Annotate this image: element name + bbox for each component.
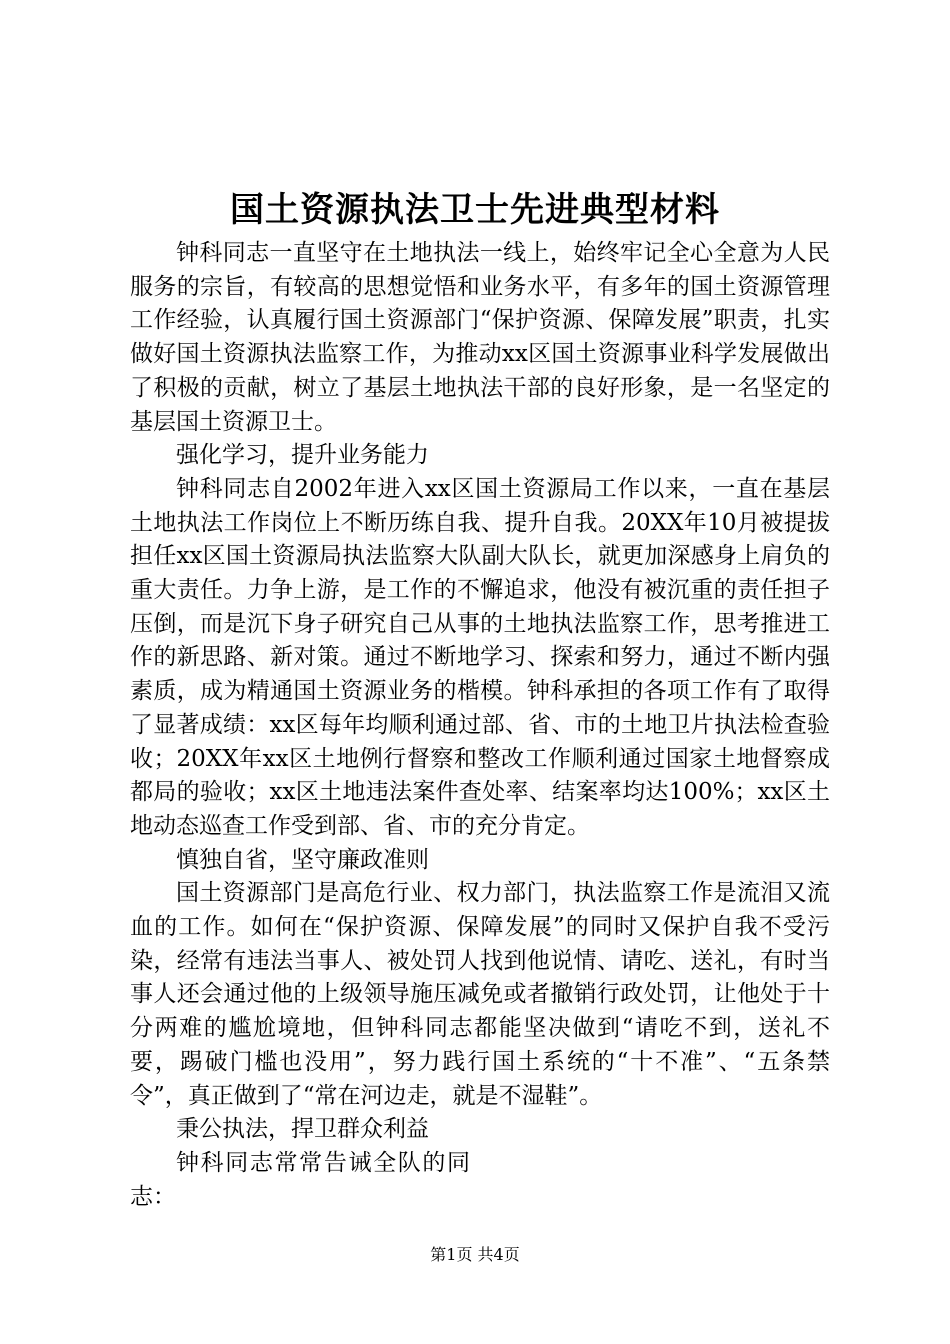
paragraph-justice: 钟科同志常常告诫全队的同志：	[130, 1149, 470, 1210]
page-number-footer: 第1页 共4页	[430, 1245, 520, 1264]
section-heading-integrity: 慎独自省，坚守廉政准则	[176, 846, 429, 873]
paragraph-integrity: 国土资源部门是高危行业、权力部门，执法监察工作是流泪又流血的工作。如何在“保护资源、保障发展”的同时又保护自我不受污染，经常有违法当事人、被处罚人找到他说情、请吃、送礼，有时当事人还会通过他的上级领导施压减免或者撤销行政处罚，让他处于十分两难的尴尬境地，但钟科同志都能坚决做到“请吃不到，送礼不要，踢破门槛也没用”，努力践行国土系统的“十不准”、“五条禁令”，真正做到了“常在河边走，就是不湿鞋”。	[130, 880, 830, 1109]
document-body	[130, 237, 830, 1214]
section-heading-justice: 秉公执法，捍卫群众利益	[176, 1116, 429, 1143]
paragraph-intro: 钟科同志一直坚守在土地执法一线上，始终牢记全心全意为人民服务的宗旨，有较高的思想觉悟和业务水平，有多年的国土资源管理工作经验，认真履行国土资源部门“保护资源、保障发展”职责，扎实做好国土资源执法监察工作，为推动xx区国土资源事业科学发展做出了积极的贡献，树立了基层土地执法干部的良好形象，是一名坚定的基层国土资源卫士。	[130, 240, 830, 435]
document-title: 国土资源执法卫士先进典型材料	[230, 190, 720, 230]
section-heading-study: 强化学习，提升业务能力	[176, 442, 429, 469]
paragraph-study: 钟科同志自2002年进入xx区国土资源局工作以来，一直在基层土地执法工作岗位上不断历练自我、提升自我。20XX年10月被提拔担任xx区国土资源局执法监察大队副大队长，就更加深感身上肩负的重大责任。力争上游，是工作的不懈追求，他没有被沉重的责任担子压倒，而是沉下身子研究自己从事的土地执法监察工作，思考推进工作的新思路、新对策。通过不断地学习、探索和努力，通过不断内强素质，成为精通国土资源业务的楷模。钟科承担的各项工作有了取得了显著成绩：xx区每年均顺利通过部、省、市的土地卫片执法检查验收；20XX年xx区土地例行督察和整改工作顺利通过国家土地督察成都局的验收；xx区土地违法案件查处率、结案率均达100%；xx区土地动态巡查工作受到部、省、市的充分肯定。	[130, 475, 830, 839]
